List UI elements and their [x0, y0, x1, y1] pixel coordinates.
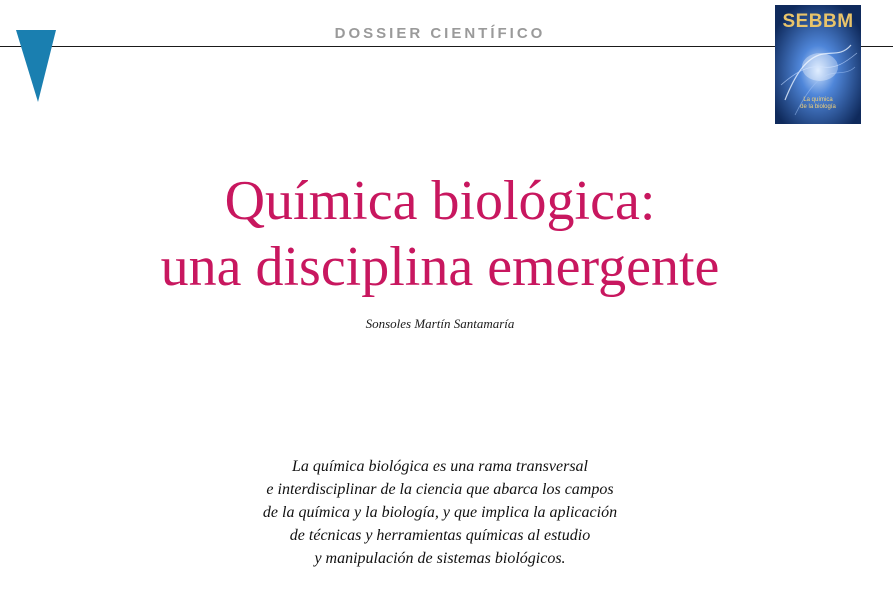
title-line: una disciplina emergente — [160, 236, 720, 298]
abstract-line: de la química y la biología, y que implica la aplicación — [262, 504, 618, 521]
triangle-marker-icon — [14, 30, 58, 102]
header-rule — [0, 46, 893, 47]
article-title — [0, 168, 880, 300]
abstract-line: de técnicas y herramientas químicas al estudio — [289, 527, 591, 544]
article-author: Sonsoles Martín Santamaría — [365, 316, 515, 331]
cover-brand: SEBBM — [782, 11, 854, 32]
abstract-line: y manipulación de sistemas biológicos. — [314, 550, 566, 567]
section-label: DOSSIER CIENTÍFICO — [334, 25, 546, 42]
cover-caption — [775, 97, 861, 111]
abstract-line: e interdisciplinar de la ciencia que abarca los campos — [266, 481, 614, 498]
title-line: Química biológica: — [224, 170, 656, 232]
cover-caption-line: de la biología — [800, 104, 836, 110]
article-abstract — [180, 455, 700, 570]
cover-caption-line: La química — [803, 97, 833, 103]
abstract-line: La química biológica es una rama transversal — [292, 458, 588, 475]
magazine-cover — [775, 5, 861, 124]
